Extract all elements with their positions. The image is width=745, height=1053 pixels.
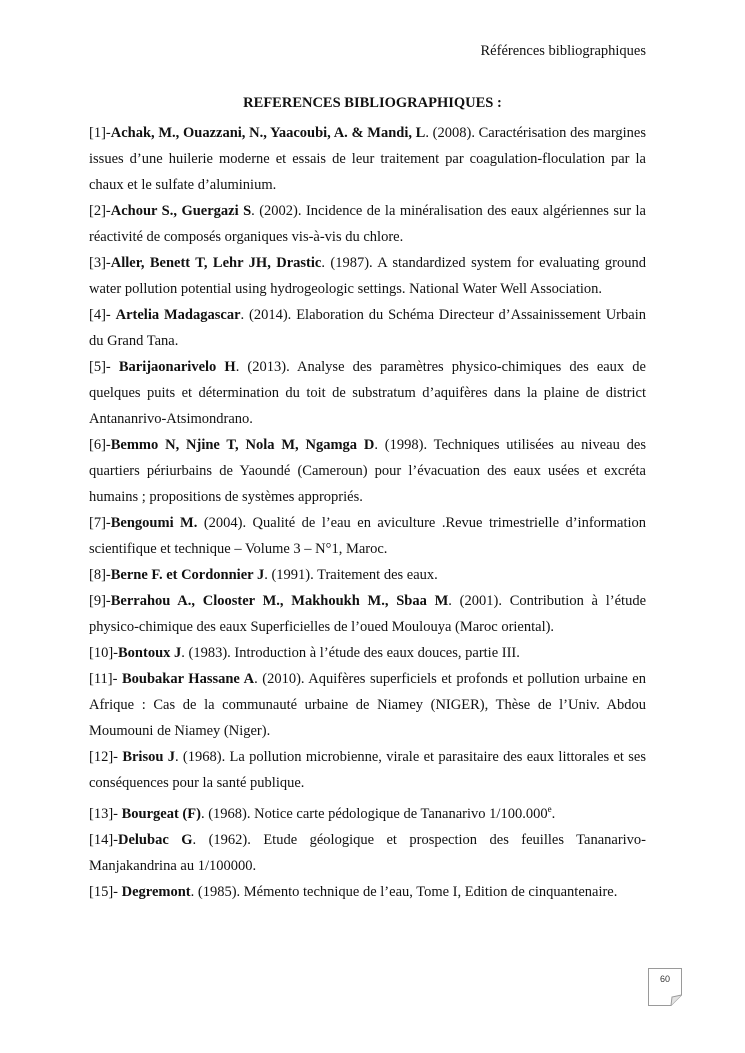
running-header: Références bibliographiques xyxy=(480,43,646,59)
reference-item xyxy=(89,744,646,796)
reference-number: [15]- xyxy=(89,883,122,900)
reference-item xyxy=(89,588,646,640)
reference-number: [1]- xyxy=(89,125,111,141)
reference-details: . (2010). Aquifères superficiels et profonds et pollution urbaine en Afrique : Cas de la communauté urbaine de Niamey (NIGER), Thèse de l’Univ. Abdou Moumouni de Niamey (Niger). xyxy=(89,671,646,739)
reference-item xyxy=(89,562,646,588)
reference-authors: Brisou J xyxy=(122,749,175,765)
reference-details: . (2013). Analyse des paramètres physico-chimiques des eaux de quelques puits et détermination du toit de substratum d’aquifères dans la plaine de district Antananrivo-Atsimondrano. xyxy=(89,359,646,427)
reference-number: [9]- xyxy=(89,593,111,609)
reference-details: . (1962). Etude géologique et prospection des feuilles Tananarivo-Manjakandrina au 1/100000. xyxy=(89,831,647,874)
reference-authors: Boubakar Hassane A xyxy=(121,671,255,687)
reference-authors: Aller, Benett T, Lehr JH, Drastic xyxy=(110,255,322,271)
reference-number: [2]- xyxy=(89,203,111,219)
reference-number: [10]- xyxy=(89,645,118,661)
reference-authors: Bontoux J xyxy=(118,645,182,661)
reference-item xyxy=(89,796,646,827)
reference-authors: Bemmo N, Njine T, Nola M, Ngamga D xyxy=(110,437,375,453)
reference-details: . (1968). La pollution microbienne, virale et parasitaire des eaux littorales et ses conséquences pour la santé publique. xyxy=(89,749,646,791)
reference-details: . (1987). A standardized system for evaluating ground water pollution potential using hydrogeologic settings. National Water Well Association. xyxy=(89,255,646,297)
reference-details: . (1968). Notice carte pédologique de Tananarivo 1/100.000 xyxy=(200,805,548,822)
reference-list xyxy=(89,120,646,905)
reference-item xyxy=(89,354,646,432)
reference-authors: Berne F. et Cordonnier J xyxy=(110,567,265,583)
reference-details: . (1983). Introduction à l’étude des eaux douces, partie III. xyxy=(181,645,520,661)
reference-authors: Degremont xyxy=(121,883,191,900)
reference-authors: Artelia Madagascar xyxy=(115,307,241,323)
reference-number: [8]- xyxy=(89,567,111,583)
reference-details-tail: . xyxy=(551,805,556,822)
reference-number: [6]- xyxy=(89,437,111,453)
reference-authors: Berrahou A., Clooster M., Makhoukh M., Sbaa M xyxy=(110,593,449,609)
reference-item xyxy=(89,827,646,879)
reference-item xyxy=(89,432,646,510)
reference-authors: Barijaonarivelo H xyxy=(118,359,236,375)
reference-number: [4]- xyxy=(89,307,116,323)
reference-item xyxy=(89,120,646,198)
reference-item xyxy=(89,640,646,666)
reference-number: [13]- xyxy=(89,805,122,822)
reference-item xyxy=(89,250,646,302)
page-number-box xyxy=(648,968,682,1006)
reference-authors: Delubac G xyxy=(118,831,193,848)
reference-details: (2004). Qualité de l’eau en aviculture .Revue trimestrielle d’information scientifique et technique – Volume 3 – N°1, Maroc. xyxy=(89,515,646,557)
reference-details: . (2014). Elaboration du Schéma Directeur d’Assainissement Urbain du Grand Tana. xyxy=(89,307,646,349)
reference-item xyxy=(89,198,646,250)
reference-details: . (2002). Incidence de la minéralisation des eaux algériennes sur la réactivité de composés organiques vis-à-vis du chlore. xyxy=(89,203,646,245)
reference-authors: Bourgeat (F) xyxy=(121,805,201,822)
reference-authors: Bengoumi M. xyxy=(110,515,198,531)
page-title: REFERENCES BIBLIOGRAPHIQUES : xyxy=(243,95,502,111)
reference-details: . (1991). Traitement des eaux. xyxy=(264,567,438,583)
reference-authors: Achak, M., Ouazzani, N., Yaacoubi, A. & Mandi, L xyxy=(110,125,426,141)
reference-number: [11]- xyxy=(89,671,122,687)
reference-details: . (2008). Caractérisation des margines issues d’une huilerie moderne et essais de leur traitement par coagulation-floculation par la chaux et le sulfate d’aluminium. xyxy=(89,125,646,193)
reference-item xyxy=(89,666,646,744)
reference-number: [14]- xyxy=(89,831,118,848)
reference-superscript: e xyxy=(547,804,552,814)
page-number: 60 xyxy=(659,974,670,984)
reference-details: . (2001). Contribution à l’étude physico-chimique des eaux Superficielles de l’oued Moulouya (Maroc oriental). xyxy=(89,593,647,635)
reference-number: [12]- xyxy=(89,749,123,765)
reference-details: . (1985). Mémento technique de l’eau, Tome I, Edition de cinquantenaire. xyxy=(190,883,618,900)
reference-item xyxy=(89,510,646,562)
reference-number: [3]- xyxy=(89,255,111,271)
reference-number: [5]- xyxy=(89,359,119,375)
reference-number: [7]- xyxy=(89,515,111,531)
reference-item xyxy=(89,879,646,905)
reference-details: . (1998). Techniques utilisées au niveau des quartiers périurbains de Yaoundé (Cameroun) pour l’évacuation des eaux usées et excréta humains ; propositions de systèmes appropriés. xyxy=(89,437,646,505)
reference-authors: Achour S., Guergazi S xyxy=(110,203,252,219)
reference-item xyxy=(89,302,646,354)
